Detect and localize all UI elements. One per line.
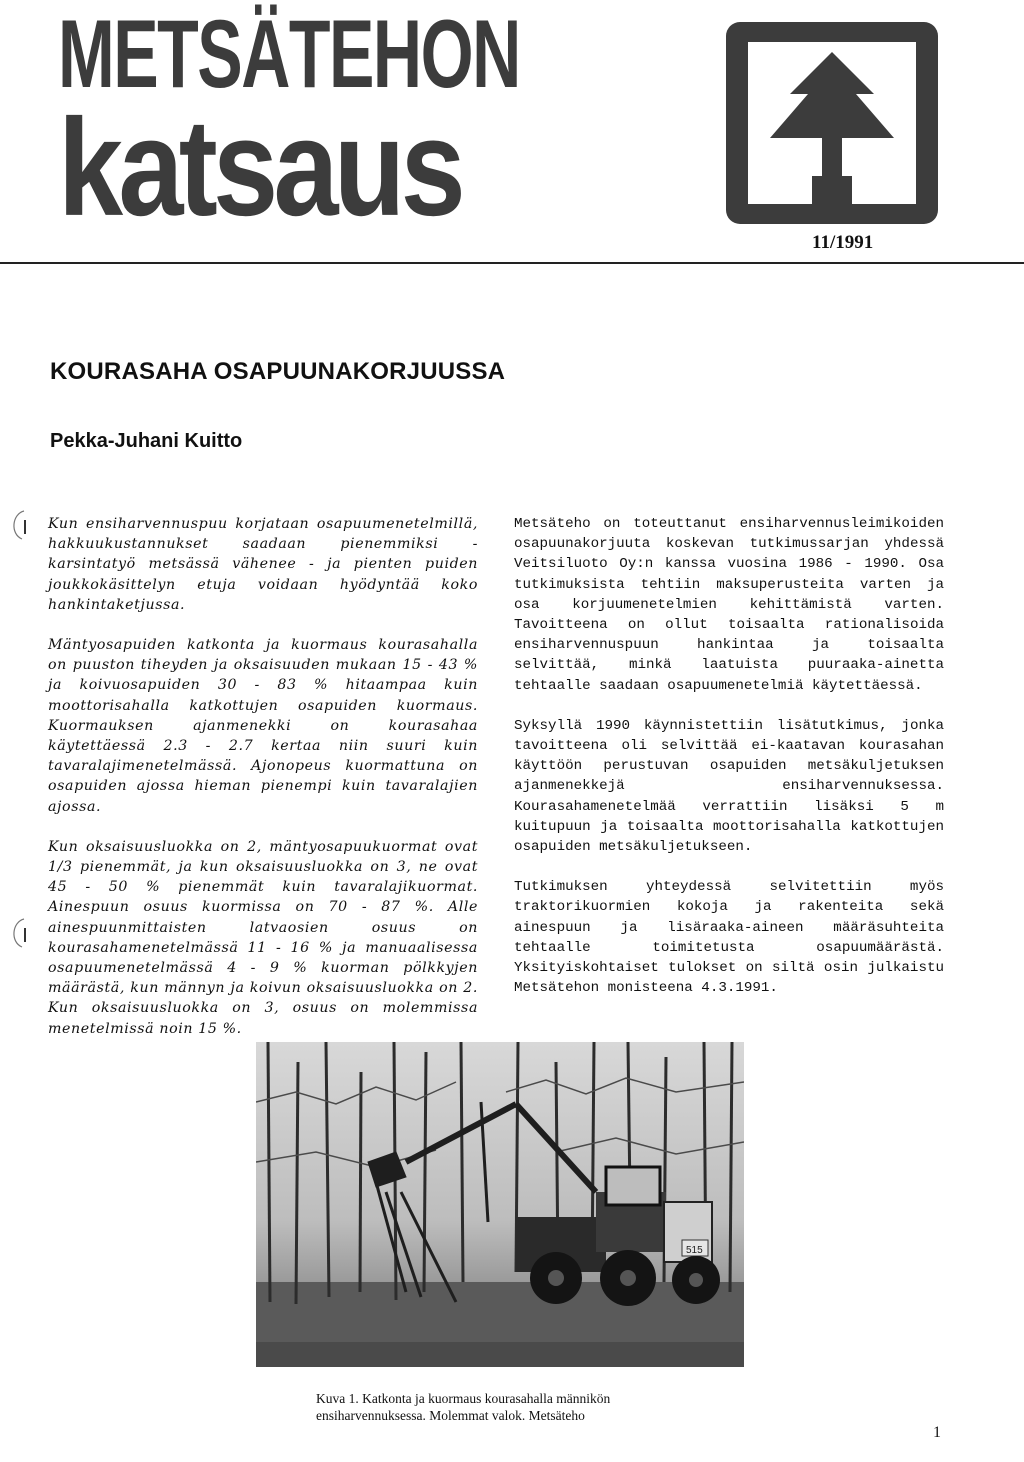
machine-label: 515 xyxy=(686,1245,703,1256)
masthead-subtitle: katsaus xyxy=(58,89,462,245)
body-paragraph: Tutkimuksen yhteydessä selvitettiin myös traktorikuormien kokoja ja rakenteita sekä ainespuun ja lisäraaka-aineen määräsuhteita tehtaalle toimitetusta osapuumäärästä. Yksityiskohtaiset tulokset on siltä osin julkaistu Metsätehon monisteena 4.3.1991. xyxy=(514,879,944,997)
summary-column xyxy=(48,514,478,1059)
masthead-title: METSÄTEHON xyxy=(58,0,520,108)
body-paragraph: Syksyllä 1990 käynnistettiin lisätutkimus, jonka tavoitteena oli selvittää ei-kaatavan kourasahan käyttöön perustuvan osapuiden metsäkuljetuksen ajanmenekkejä ensiharvennuksessa. Kourasahamenetelmää verrattiin lisäksi 5 m kuitupuun ja toisaalta moottorisahalla katkottujen osapuiden metsäkuljetukseen. xyxy=(514,717,944,856)
punch-hole-icon xyxy=(6,508,32,542)
page-number: 1 xyxy=(933,1424,941,1441)
body-paragraph: Metsäteho on toteuttanut ensiharvennusleimikoiden osapuunakorjuuta koskevan tutkimussarjan yhdessä Veitsiluoto Oy:n kanssa vuosina 1986 - 1990. Osa tutkimuksista tehtiin maksuperusteita varten ja osa korjuumenetelmien kehittämistä varten. Tavoitteena on ollut toisaalta rationalisoida ensiharvennuspuun hankintaa ja toisaalta selvittää, minkä laatuista puuraaka-ainetta tehtaalle saadaan osapuumenetelmiä käytettäessä. xyxy=(514,516,944,694)
header-rule xyxy=(0,262,1024,264)
forest-photo xyxy=(256,1042,744,1367)
issue-number: 11/1991 xyxy=(812,232,874,253)
body-column xyxy=(514,514,944,1018)
summary-paragraph: Kun ensiharvennuspuu korjataan osapuumenetelmillä, hakkuukustannukset saadaan pienemmiksi - karsintatyö metsässä vähenee - ja pienten puiden joukkokäsittelyn etuja voidaan hyödyntää koko hankintaketjussa. xyxy=(48,516,478,613)
punch-hole-icon xyxy=(6,916,32,950)
figure-caption: Kuva 1. Katkonta ja kuormaus kourasahalla männikön ensiharvennuksessa. Molemmat valok. Metsäteho xyxy=(316,1391,611,1423)
tree-logo-icon xyxy=(726,22,938,224)
article-author: Pekka-Juhani Kuitto xyxy=(50,430,243,452)
forest-photo-drawing xyxy=(256,1042,744,1367)
summary-paragraph: Kun oksaisuusluokka on 2, mäntyosapuukuormat ovat 1/3 pienemmät, ja kun oksaisuusluokka on 3, ne ovat 45 - 50 % pienemmät kuin tavaralajikuormat. Ainespuun osuus kuormissa on 70 - 87 %. Alle ainespuunmittaisten latvaosien osuus on kourasahamenetelmässä 11 - 16 % ja manuaalisessa osapuumenetelmässä 4 - 9 % kuorman pölkkyjen määrästä, kun männyn ja koivun oksaisuusluokka on 2. Kun oksaisuusluokka on 3, osuus on molemmissa menetelmissä noin 15 %. xyxy=(48,838,478,1037)
summary-paragraph: Mäntyosapuiden katkonta ja kuormaus kourasahalla on puuston tiheyden ja oksaisuuden mukaan 15 - 43 % ja koivuosapuiden 30 - 83 % hitaampaa kuin moottorisahalla katkottujen osapuiden kuormaus. Kuormauksen ajanmenekki on kourasahaa käytettäessä 2.3 - 2.7 kertaa niin suuri kuin tavaralajimenetelmässä. Ajonopeus kuormattuna on osapuiden ajossa hieman pienempi kuin tavaralajien ajossa. xyxy=(48,637,478,815)
article-title: KOURASAHA OSAPUUNAKORJUUSSA xyxy=(50,358,506,385)
masthead xyxy=(0,0,1024,270)
